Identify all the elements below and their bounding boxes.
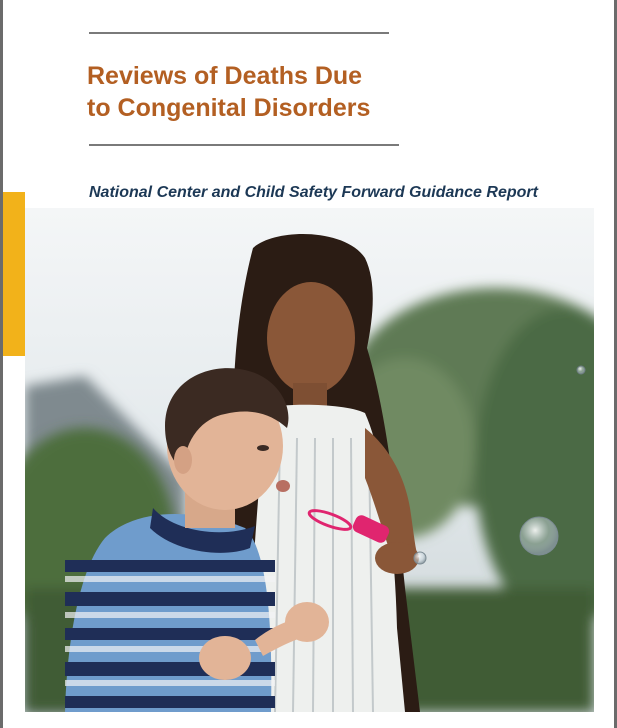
cover-photo	[25, 208, 594, 712]
yellow-accent-bar	[3, 192, 25, 356]
report-cover-page	[3, 0, 614, 728]
report-title-line-2: to Congenital Disorders	[87, 94, 371, 122]
report-title	[87, 60, 467, 124]
report-subtitle: National Center and Child Safety Forward Guidance Report	[89, 184, 538, 201]
report-title-line-1: Reviews of Deaths Due	[87, 62, 363, 90]
title-bottom-rule	[89, 144, 399, 146]
title-top-rule	[89, 32, 389, 34]
